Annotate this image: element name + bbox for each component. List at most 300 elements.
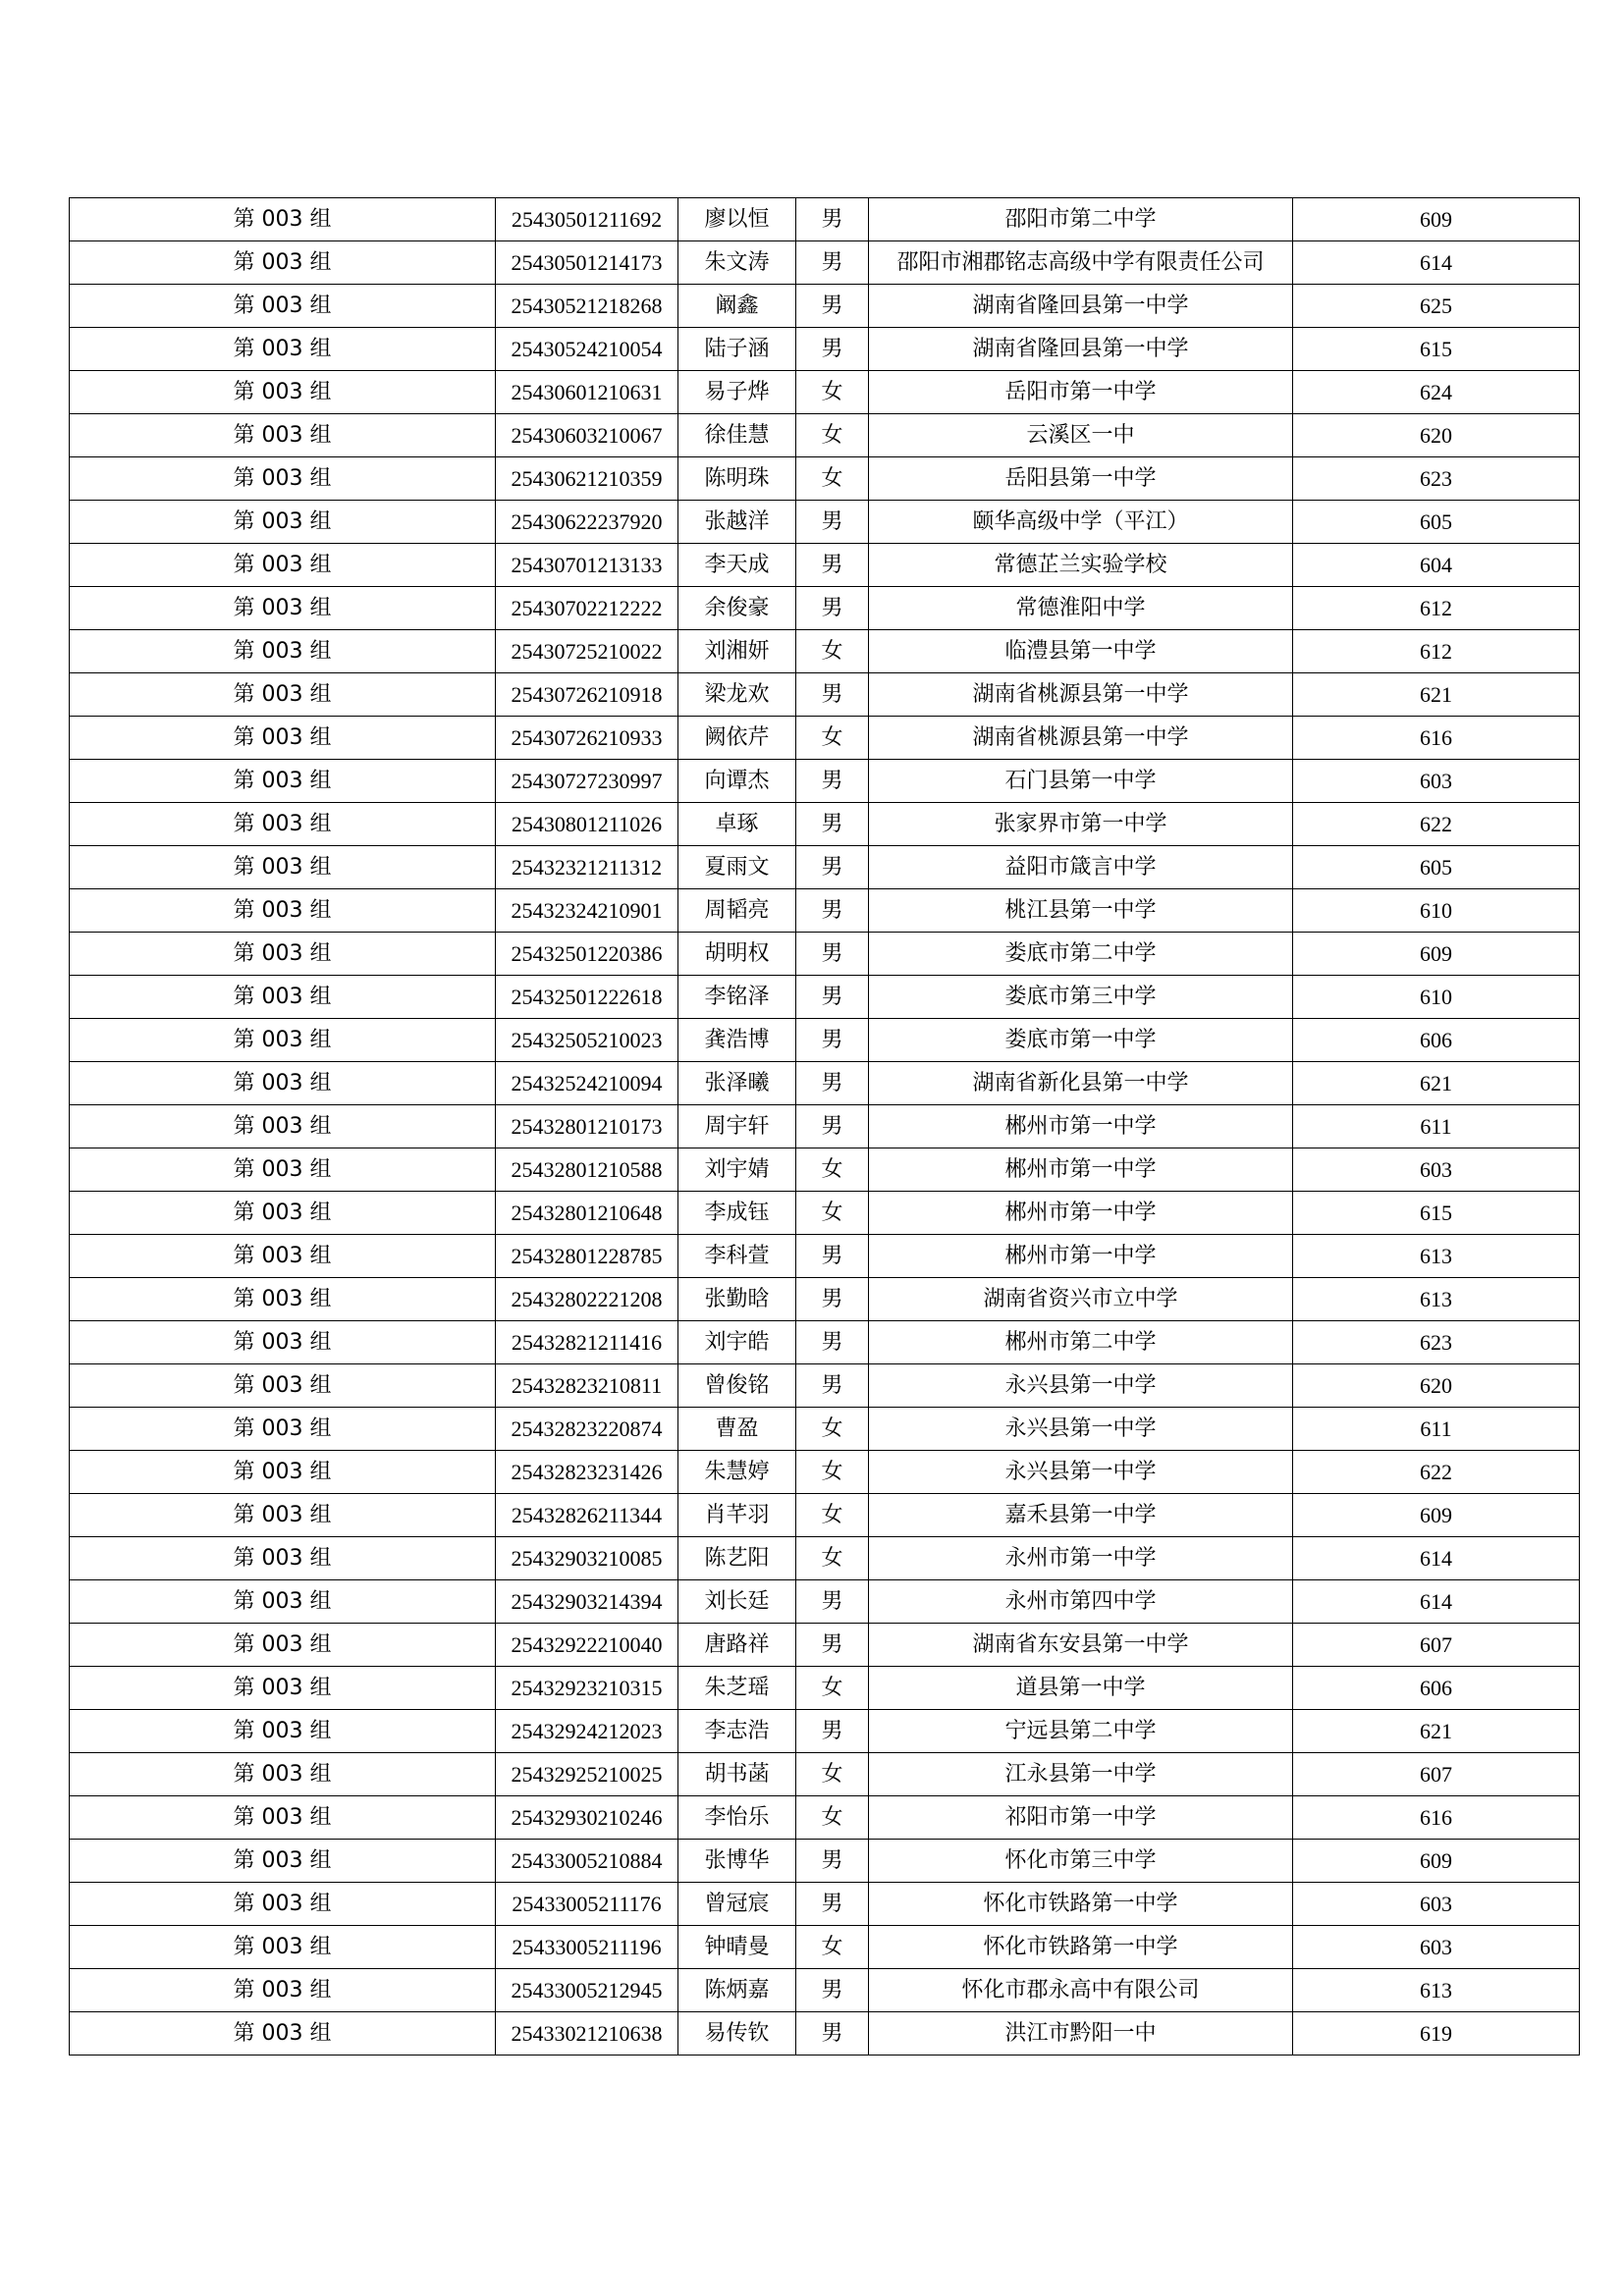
score-cell: 605: [1293, 846, 1580, 889]
student-name-cell: 龚浩博: [678, 1019, 796, 1062]
table-row: [70, 846, 1580, 889]
group-cell: 第 003 组: [70, 1580, 496, 1624]
school-cell: 郴州市第一中学: [869, 1192, 1293, 1235]
school-cell: 湖南省新化县第一中学: [869, 1062, 1293, 1105]
student-name-cell: 陈炳嘉: [678, 1969, 796, 2012]
score-cell: 621: [1293, 1062, 1580, 1105]
student-name-cell: 胡书菡: [678, 1753, 796, 1796]
exam-id-cell: 25430801211026: [496, 803, 678, 846]
table-row: [70, 285, 1580, 328]
score-cell: 613: [1293, 1235, 1580, 1278]
gender-cell: 女: [796, 1926, 869, 1969]
score-cell: 615: [1293, 1192, 1580, 1235]
score-cell: 609: [1293, 1840, 1580, 1883]
exam-id-cell: 25430603210067: [496, 414, 678, 457]
school-cell: 宁远县第二中学: [869, 1710, 1293, 1753]
gender-cell: 男: [796, 1019, 869, 1062]
gender-cell: 男: [796, 976, 869, 1019]
exam-id-cell: 25432501222618: [496, 976, 678, 1019]
gender-cell: 男: [796, 285, 869, 328]
exam-id-cell: 25432324210901: [496, 889, 678, 933]
group-cell: 第 003 组: [70, 1883, 496, 1926]
exam-id-cell: 25433021210638: [496, 2012, 678, 2056]
exam-id-cell: 25430726210933: [496, 717, 678, 760]
gender-cell: 男: [796, 1235, 869, 1278]
school-cell: 娄底市第三中学: [869, 976, 1293, 1019]
student-name-cell: 徐佳慧: [678, 414, 796, 457]
student-name-cell: 胡明权: [678, 933, 796, 976]
student-name-cell: 李成钰: [678, 1192, 796, 1235]
table-row: [70, 889, 1580, 933]
score-cell: 620: [1293, 1364, 1580, 1408]
school-cell: 永州市第一中学: [869, 1537, 1293, 1580]
school-cell: 江永县第一中学: [869, 1753, 1293, 1796]
student-name-cell: 刘宇皓: [678, 1321, 796, 1364]
table-row: [70, 1062, 1580, 1105]
student-name-cell: 唐路祥: [678, 1624, 796, 1667]
group-cell: 第 003 组: [70, 501, 496, 544]
student-name-cell: 陈明珠: [678, 457, 796, 501]
student-name-cell: 刘长廷: [678, 1580, 796, 1624]
exam-id-cell: 25430725210022: [496, 630, 678, 673]
table-row: [70, 803, 1580, 846]
score-cell: 614: [1293, 1537, 1580, 1580]
exam-id-cell: 25433005211196: [496, 1926, 678, 1969]
exam-id-cell: 25432903214394: [496, 1580, 678, 1624]
group-cell: 第 003 组: [70, 1364, 496, 1408]
school-cell: 怀化市郡永高中有限公司: [869, 1969, 1293, 2012]
group-cell: 第 003 组: [70, 846, 496, 889]
school-cell: 湖南省隆回县第一中学: [869, 328, 1293, 371]
student-name-cell: 余俊豪: [678, 587, 796, 630]
table-row: [70, 1451, 1580, 1494]
exam-id-cell: 25432903210085: [496, 1537, 678, 1580]
student-name-cell: 李科萱: [678, 1235, 796, 1278]
group-cell: 第 003 组: [70, 1148, 496, 1192]
group-cell: 第 003 组: [70, 933, 496, 976]
school-cell: 郴州市第一中学: [869, 1105, 1293, 1148]
score-cell: 623: [1293, 1321, 1580, 1364]
school-cell: 临澧县第一中学: [869, 630, 1293, 673]
exam-id-cell: 25430621210359: [496, 457, 678, 501]
exam-id-cell: 25432524210094: [496, 1062, 678, 1105]
student-name-cell: 张越洋: [678, 501, 796, 544]
table-row: [70, 1580, 1580, 1624]
group-cell: 第 003 组: [70, 1105, 496, 1148]
exam-id-cell: 25432801210173: [496, 1105, 678, 1148]
table-row: [70, 933, 1580, 976]
score-cell: 620: [1293, 414, 1580, 457]
exam-id-cell: 25432823220874: [496, 1408, 678, 1451]
exam-id-cell: 25432801228785: [496, 1235, 678, 1278]
school-cell: 湖南省资兴市立中学: [869, 1278, 1293, 1321]
student-name-cell: 曾俊铭: [678, 1364, 796, 1408]
table-row: [70, 976, 1580, 1019]
gender-cell: 男: [796, 1969, 869, 2012]
school-cell: 郴州市第一中学: [869, 1148, 1293, 1192]
score-cell: 616: [1293, 717, 1580, 760]
table-row: [70, 1667, 1580, 1710]
gender-cell: 男: [796, 328, 869, 371]
school-cell: 永兴县第一中学: [869, 1364, 1293, 1408]
table-row: [70, 1278, 1580, 1321]
student-name-cell: 夏雨文: [678, 846, 796, 889]
gender-cell: 女: [796, 1753, 869, 1796]
school-cell: 怀化市铁路第一中学: [869, 1926, 1293, 1969]
exam-id-cell: 25430501214173: [496, 241, 678, 285]
student-name-cell: 陆子涵: [678, 328, 796, 371]
student-name-cell: 张勤晗: [678, 1278, 796, 1321]
school-cell: 邵阳市第二中学: [869, 198, 1293, 241]
table-row: [70, 1840, 1580, 1883]
gender-cell: 男: [796, 803, 869, 846]
group-cell: 第 003 组: [70, 630, 496, 673]
school-cell: 常德芷兰实验学校: [869, 544, 1293, 587]
school-cell: 云溪区一中: [869, 414, 1293, 457]
group-cell: 第 003 组: [70, 1624, 496, 1667]
score-cell: 614: [1293, 1580, 1580, 1624]
school-cell: 洪江市黔阳一中: [869, 2012, 1293, 2056]
student-name-cell: 曹盈: [678, 1408, 796, 1451]
student-name-cell: 肖芊羽: [678, 1494, 796, 1537]
group-cell: 第 003 组: [70, 371, 496, 414]
table-row: [70, 1926, 1580, 1969]
table-row: [70, 414, 1580, 457]
school-cell: 湖南省桃源县第一中学: [869, 673, 1293, 717]
student-name-cell: 张博华: [678, 1840, 796, 1883]
group-cell: 第 003 组: [70, 544, 496, 587]
student-name-cell: 李怡乐: [678, 1796, 796, 1840]
school-cell: 邵阳市湘郡铭志高级中学有限责任公司: [869, 241, 1293, 285]
exam-id-cell: 25432802221208: [496, 1278, 678, 1321]
score-cell: 612: [1293, 630, 1580, 673]
exam-id-cell: 25432925210025: [496, 1753, 678, 1796]
table-row: [70, 717, 1580, 760]
school-cell: 娄底市第二中学: [869, 933, 1293, 976]
gender-cell: 男: [796, 1710, 869, 1753]
table-row: [70, 1537, 1580, 1580]
exam-id-cell: 25432923210315: [496, 1667, 678, 1710]
gender-cell: 女: [796, 1537, 869, 1580]
student-name-cell: 阚鑫: [678, 285, 796, 328]
exam-id-cell: 25433005210884: [496, 1840, 678, 1883]
group-cell: 第 003 组: [70, 1537, 496, 1580]
exam-id-cell: 25432823210811: [496, 1364, 678, 1408]
school-cell: 岳阳县第一中学: [869, 457, 1293, 501]
student-name-cell: 廖以恒: [678, 198, 796, 241]
gender-cell: 男: [796, 1624, 869, 1667]
school-cell: 张家界市第一中学: [869, 803, 1293, 846]
gender-cell: 女: [796, 1796, 869, 1840]
exam-id-cell: 25432321211312: [496, 846, 678, 889]
group-cell: 第 003 组: [70, 285, 496, 328]
student-name-cell: 周宇轩: [678, 1105, 796, 1148]
score-cell: 606: [1293, 1019, 1580, 1062]
gender-cell: 女: [796, 414, 869, 457]
group-cell: 第 003 组: [70, 587, 496, 630]
gender-cell: 女: [796, 630, 869, 673]
score-cell: 624: [1293, 371, 1580, 414]
exam-id-cell: 25432823231426: [496, 1451, 678, 1494]
exam-id-cell: 25432801210648: [496, 1192, 678, 1235]
gender-cell: 女: [796, 1192, 869, 1235]
student-name-cell: 李天成: [678, 544, 796, 587]
score-cell: 604: [1293, 544, 1580, 587]
table-row: [70, 1192, 1580, 1235]
student-name-cell: 阙依芹: [678, 717, 796, 760]
gender-cell: 男: [796, 1364, 869, 1408]
group-cell: 第 003 组: [70, 1192, 496, 1235]
table-row: [70, 1364, 1580, 1408]
score-cell: 615: [1293, 328, 1580, 371]
table-row: [70, 1710, 1580, 1753]
exam-id-cell: 25430727230997: [496, 760, 678, 803]
score-cell: 611: [1293, 1408, 1580, 1451]
student-name-cell: 向谭杰: [678, 760, 796, 803]
table-row: [70, 1624, 1580, 1667]
student-name-cell: 刘宇婧: [678, 1148, 796, 1192]
school-cell: 湖南省桃源县第一中学: [869, 717, 1293, 760]
exam-id-cell: 25430702212222: [496, 587, 678, 630]
gender-cell: 女: [796, 1408, 869, 1451]
group-cell: 第 003 组: [70, 1710, 496, 1753]
student-name-cell: 朱慧婷: [678, 1451, 796, 1494]
gender-cell: 男: [796, 587, 869, 630]
table-row: [70, 198, 1580, 241]
score-cell: 613: [1293, 1278, 1580, 1321]
score-cell: 614: [1293, 241, 1580, 285]
gender-cell: 女: [796, 1148, 869, 1192]
group-cell: 第 003 组: [70, 1494, 496, 1537]
table-row: [70, 328, 1580, 371]
gender-cell: 男: [796, 1105, 869, 1148]
gender-cell: 男: [796, 1580, 869, 1624]
student-name-cell: 曾冠宸: [678, 1883, 796, 1926]
group-cell: 第 003 组: [70, 889, 496, 933]
score-cell: 623: [1293, 457, 1580, 501]
student-name-cell: 周韬亮: [678, 889, 796, 933]
student-name-cell: 李志浩: [678, 1710, 796, 1753]
gender-cell: 女: [796, 371, 869, 414]
score-cell: 606: [1293, 1667, 1580, 1710]
school-cell: 道县第一中学: [869, 1667, 1293, 1710]
score-cell: 609: [1293, 1494, 1580, 1537]
gender-cell: 女: [796, 1667, 869, 1710]
group-cell: 第 003 组: [70, 1408, 496, 1451]
score-cell: 603: [1293, 760, 1580, 803]
student-name-cell: 钟晴曼: [678, 1926, 796, 1969]
score-cell: 622: [1293, 1451, 1580, 1494]
exam-id-cell: 25430701213133: [496, 544, 678, 587]
group-cell: 第 003 组: [70, 1969, 496, 2012]
score-cell: 625: [1293, 285, 1580, 328]
school-cell: 郴州市第一中学: [869, 1235, 1293, 1278]
group-cell: 第 003 组: [70, 1753, 496, 1796]
school-cell: 祁阳市第一中学: [869, 1796, 1293, 1840]
school-cell: 益阳市箴言中学: [869, 846, 1293, 889]
student-name-cell: 朱文涛: [678, 241, 796, 285]
score-cell: 609: [1293, 933, 1580, 976]
exam-id-cell: 25430726210918: [496, 673, 678, 717]
score-cell: 621: [1293, 673, 1580, 717]
gender-cell: 男: [796, 1321, 869, 1364]
table-row: [70, 1494, 1580, 1537]
table-row: [70, 587, 1580, 630]
table-row: [70, 1105, 1580, 1148]
roster-body: [70, 198, 1580, 2056]
score-cell: 609: [1293, 198, 1580, 241]
group-cell: 第 003 组: [70, 198, 496, 241]
exam-id-cell: 25432821211416: [496, 1321, 678, 1364]
table-row: [70, 501, 1580, 544]
table-row: [70, 1321, 1580, 1364]
gender-cell: 女: [796, 1451, 869, 1494]
gender-cell: 男: [796, 1883, 869, 1926]
group-cell: 第 003 组: [70, 1451, 496, 1494]
score-cell: 605: [1293, 501, 1580, 544]
exam-id-cell: 25432505210023: [496, 1019, 678, 1062]
gender-cell: 女: [796, 1494, 869, 1537]
gender-cell: 女: [796, 717, 869, 760]
gender-cell: 男: [796, 1278, 869, 1321]
group-cell: 第 003 组: [70, 717, 496, 760]
gender-cell: 男: [796, 889, 869, 933]
exam-id-cell: 25432801210588: [496, 1148, 678, 1192]
exam-id-cell: 25430501211692: [496, 198, 678, 241]
school-cell: 怀化市第三中学: [869, 1840, 1293, 1883]
table-row: [70, 673, 1580, 717]
table-row: [70, 1796, 1580, 1840]
score-cell: 619: [1293, 2012, 1580, 2056]
student-name-cell: 易传钦: [678, 2012, 796, 2056]
student-name-cell: 刘湘妍: [678, 630, 796, 673]
table-row: [70, 371, 1580, 414]
group-cell: 第 003 组: [70, 1840, 496, 1883]
gender-cell: 男: [796, 760, 869, 803]
exam-id-cell: 25432826211344: [496, 1494, 678, 1537]
score-cell: 616: [1293, 1796, 1580, 1840]
group-cell: 第 003 组: [70, 241, 496, 285]
exam-id-cell: 25430521218268: [496, 285, 678, 328]
school-cell: 湖南省东安县第一中学: [869, 1624, 1293, 1667]
gender-cell: 男: [796, 1062, 869, 1105]
score-cell: 607: [1293, 1624, 1580, 1667]
student-name-cell: 陈艺阳: [678, 1537, 796, 1580]
table-row: [70, 1753, 1580, 1796]
student-name-cell: 卓琢: [678, 803, 796, 846]
table-row: [70, 1408, 1580, 1451]
score-cell: 610: [1293, 889, 1580, 933]
score-cell: 603: [1293, 1926, 1580, 1969]
table-row: [70, 1235, 1580, 1278]
school-cell: 嘉禾县第一中学: [869, 1494, 1293, 1537]
group-cell: 第 003 组: [70, 328, 496, 371]
table-row: [70, 544, 1580, 587]
score-cell: 603: [1293, 1148, 1580, 1192]
student-name-cell: 张泽曦: [678, 1062, 796, 1105]
table-row: [70, 630, 1580, 673]
group-cell: 第 003 组: [70, 803, 496, 846]
school-cell: 永兴县第一中学: [869, 1451, 1293, 1494]
group-cell: 第 003 组: [70, 760, 496, 803]
group-cell: 第 003 组: [70, 976, 496, 1019]
group-cell: 第 003 组: [70, 1278, 496, 1321]
group-cell: 第 003 组: [70, 673, 496, 717]
gender-cell: 女: [796, 457, 869, 501]
gender-cell: 男: [796, 846, 869, 889]
gender-cell: 男: [796, 544, 869, 587]
table-row: [70, 2012, 1580, 2056]
gender-cell: 男: [796, 241, 869, 285]
score-cell: 613: [1293, 1969, 1580, 2012]
table-row: [70, 457, 1580, 501]
group-cell: 第 003 组: [70, 1796, 496, 1840]
group-cell: 第 003 组: [70, 1235, 496, 1278]
score-cell: 610: [1293, 976, 1580, 1019]
gender-cell: 男: [796, 673, 869, 717]
score-cell: 603: [1293, 1883, 1580, 1926]
student-name-cell: 朱芝瑶: [678, 1667, 796, 1710]
gender-cell: 男: [796, 1840, 869, 1883]
student-name-cell: 梁龙欢: [678, 673, 796, 717]
school-cell: 湖南省隆回县第一中学: [869, 285, 1293, 328]
school-cell: 怀化市铁路第一中学: [869, 1883, 1293, 1926]
group-cell: 第 003 组: [70, 414, 496, 457]
table-row: [70, 1148, 1580, 1192]
score-cell: 621: [1293, 1710, 1580, 1753]
exam-id-cell: 25432922210040: [496, 1624, 678, 1667]
school-cell: 桃江县第一中学: [869, 889, 1293, 933]
gender-cell: 男: [796, 198, 869, 241]
exam-id-cell: 25432924212023: [496, 1710, 678, 1753]
table-row: [70, 1019, 1580, 1062]
table-row: [70, 760, 1580, 803]
student-roster-table: [69, 197, 1580, 2056]
score-cell: 622: [1293, 803, 1580, 846]
score-cell: 611: [1293, 1105, 1580, 1148]
student-name-cell: 易子烨: [678, 371, 796, 414]
group-cell: 第 003 组: [70, 1019, 496, 1062]
school-cell: 常德淮阳中学: [869, 587, 1293, 630]
school-cell: 岳阳市第一中学: [869, 371, 1293, 414]
school-cell: 永州市第四中学: [869, 1580, 1293, 1624]
group-cell: 第 003 组: [70, 457, 496, 501]
exam-id-cell: 25433005212945: [496, 1969, 678, 2012]
school-cell: 颐华高级中学（平江）: [869, 501, 1293, 544]
exam-id-cell: 25432930210246: [496, 1796, 678, 1840]
group-cell: 第 003 组: [70, 1062, 496, 1105]
group-cell: 第 003 组: [70, 1321, 496, 1364]
score-cell: 612: [1293, 587, 1580, 630]
school-cell: 石门县第一中学: [869, 760, 1293, 803]
table-row: [70, 241, 1580, 285]
group-cell: 第 003 组: [70, 1667, 496, 1710]
school-cell: 永兴县第一中学: [869, 1408, 1293, 1451]
table-row: [70, 1969, 1580, 2012]
exam-id-cell: 25433005211176: [496, 1883, 678, 1926]
gender-cell: 男: [796, 501, 869, 544]
gender-cell: 男: [796, 2012, 869, 2056]
exam-id-cell: 25432501220386: [496, 933, 678, 976]
gender-cell: 男: [796, 933, 869, 976]
table-row: [70, 1883, 1580, 1926]
school-cell: 郴州市第二中学: [869, 1321, 1293, 1364]
exam-id-cell: 25430622237920: [496, 501, 678, 544]
score-cell: 607: [1293, 1753, 1580, 1796]
exam-id-cell: 25430601210631: [496, 371, 678, 414]
group-cell: 第 003 组: [70, 1926, 496, 1969]
school-cell: 娄底市第一中学: [869, 1019, 1293, 1062]
